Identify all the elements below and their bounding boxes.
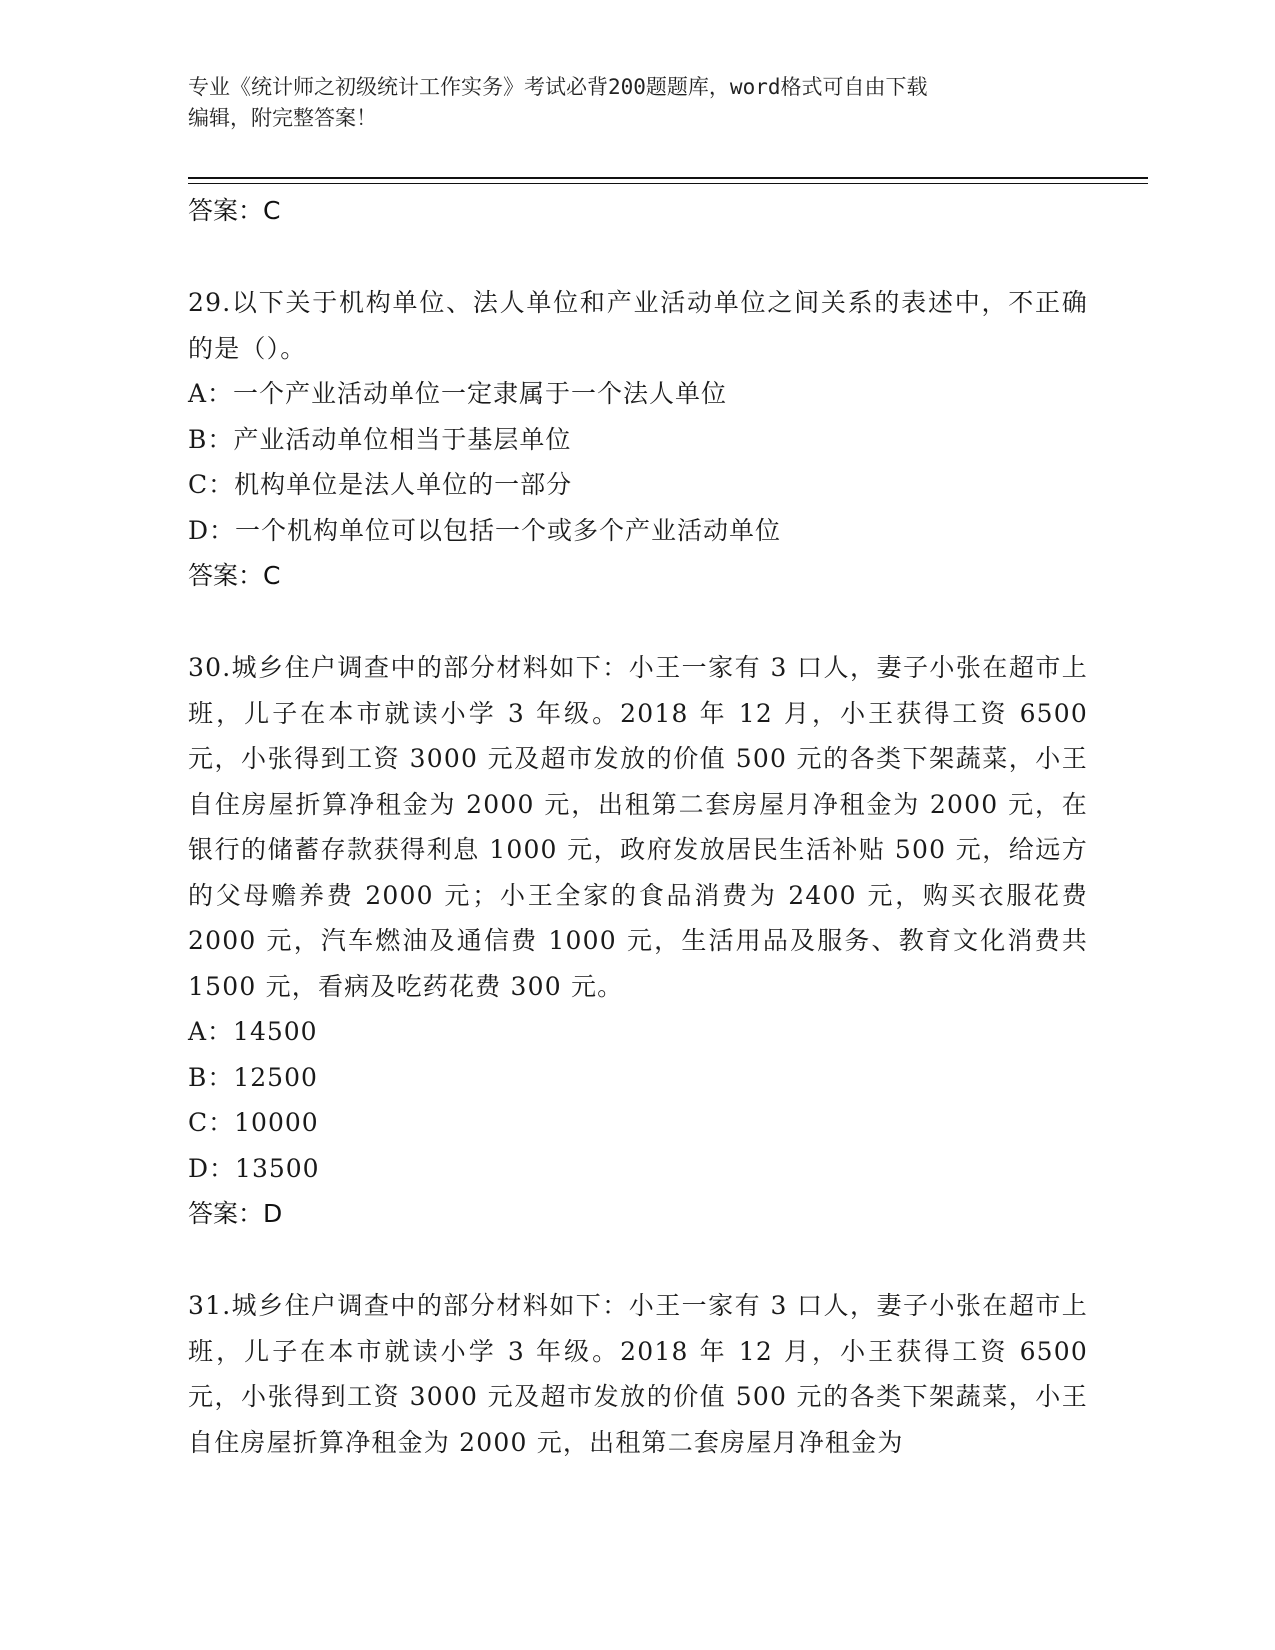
answer: 答案：D — [188, 1199, 283, 1228]
option-b: B：12500 — [188, 1062, 318, 1092]
option-d: D：13500 — [188, 1153, 320, 1183]
option-a: A：一个产业活动单位一定隶属于一个法人单位 — [188, 379, 728, 408]
header-rule-thin — [188, 183, 1148, 184]
question-text: 31.城乡住户调查中的部分材料如下：小王一家有 3 口人，妻子小张在超市上班，儿子在本市就读小学 3 年级。2018 年 12 月，小王获得工资 6500 元，小张得到工资 3000 元及超市发放的价值 500 元的各类下架蔬菜，小王自住房屋折算净租金为 2000 元，出租第二套房屋月净租金为 — [188, 1291, 1088, 1457]
question-text: 30.城乡住户调查中的部分材料如下：小王一家有 3 口人，妻子小张在超市上班，儿子在本市就读小学 3 年级。2018 年 12 月，小王获得工资 6500 元，小张得到工资 3000 元及超市发放的价值 500 元的各类下架蔬菜，小王自住房屋折算净租金为 2000 元，出租第二套房屋月净租金为 2000 元，在银行的储蓄存款获得利息 1000 元，政府发放居民生活补贴 500 元，给远方的父母赡养费 2000 元；小王全家的食品消费为 2400 元，购买衣服花费 2000 元，汽车燃油及通信费 1000 元，生活用品及服务、教育文化消费共 1500 元，看病及吃药花费 300 元。 — [188, 653, 1088, 1001]
header-line-1: 专业《统计师之初级统计工作实务》考试必背200题题库，word格式可自由下载 — [188, 75, 928, 99]
header-rule-thick — [188, 177, 1148, 179]
question-29 — [188, 280, 1088, 599]
option-c: C：10000 — [188, 1108, 319, 1137]
option-a: A：14500 — [188, 1017, 318, 1046]
question-text: 29.以下关于机构单位、法人单位和产业活动单位之间关系的表述中，不正确的是（）。 — [188, 288, 1088, 363]
answer-q28: 答案：C — [188, 196, 281, 225]
question-31 — [188, 1283, 1088, 1465]
header-line-2: 编辑，附完整答案！ — [188, 106, 377, 130]
option-b: B：产业活动单位相当于基层单位 — [188, 424, 572, 454]
page-content — [188, 188, 1088, 1465]
question-30 — [188, 645, 1088, 1237]
option-d: D：一个机构单位可以包括一个或多个产业活动单位 — [188, 515, 782, 545]
page-header — [188, 72, 1088, 134]
option-c: C：机构单位是法人单位的一部分 — [188, 470, 573, 499]
answer: 答案：C — [188, 561, 281, 590]
